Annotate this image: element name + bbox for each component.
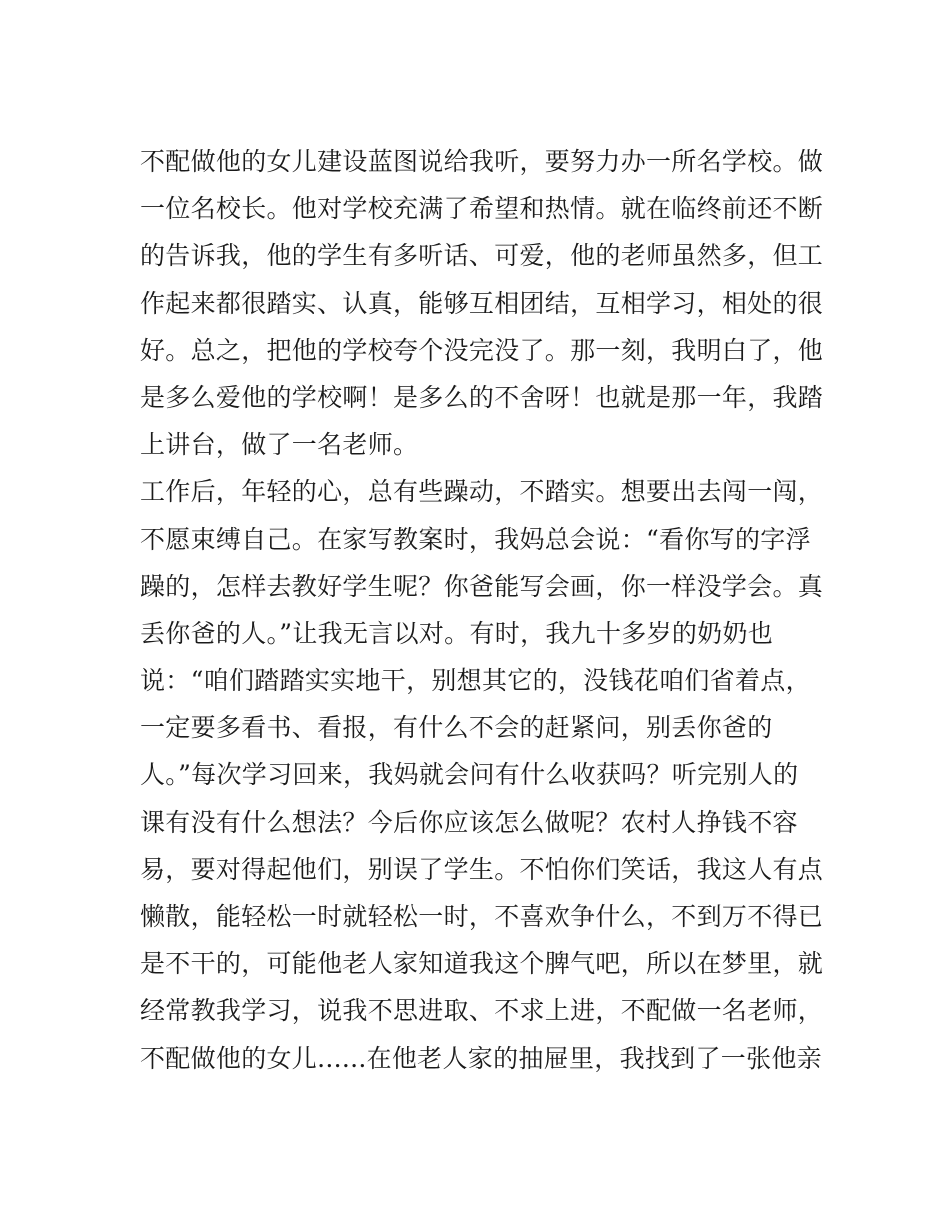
- text-line: 经常教我学习，说我不思进取、不求上进，不配做一名老师，: [140, 996, 824, 1026]
- text-line: 的告诉我，他的学生有多听话、可爱，他的老师虽然多，但工: [140, 241, 824, 271]
- text-line: 一定要多看书、看报，有什么不会的赶紧问，别丢你爸的: [140, 713, 773, 743]
- text-line: 工作后，年轻的心，总有些躁动，不踏实。想要出去闯一闯，: [140, 477, 824, 507]
- text-line: 是多么爱他的学校啊！是多么的不舍呀！也就是那一年，我踏: [140, 382, 824, 412]
- text-line: 懒散，能轻松一时就轻松一时，不喜欢争什么，不到万不得已: [140, 902, 824, 931]
- text-line: 一位名校长。他对学校充满了希望和热情。就在临终前还不断: [140, 194, 824, 224]
- text-line: 不配做他的女儿......在他老人家的抽屉里，我找到了一张他亲: [140, 1043, 822, 1073]
- text-line: 是不干的，可能他老人家知道我这个脾气吧，所以在梦里，就: [140, 949, 824, 979]
- text-line: 人。”每次学习回来，我妈就会问有什么收获吗？听完别人的: [140, 760, 799, 790]
- text-line: 作起来都很踏实、认真，能够互相团结，互相学习，相处的很: [140, 288, 824, 318]
- text-line: 不配做他的女儿建设蓝图说给我听，要努力办一所名学校。做: [140, 147, 824, 176]
- text-line: 易，要对得起他们，别误了学生。不怕你们笑话，我这人有点: [140, 854, 824, 884]
- body-text: [140, 138, 830, 1082]
- text-line: 不愿束缚自己。在家写教案时，我妈总会说：“看你写的字浮: [140, 524, 811, 554]
- text-line: 丢你爸的人。”让我无言以对。有时，我九十多岁的奶奶也: [140, 618, 774, 648]
- text-line: 好。总之，把他的学校夸个没完没了。那一刻，我明白了，他: [140, 335, 824, 365]
- text-line: 课有没有什么想法？今后你应该怎么做呢？农村人挣钱不容: [140, 807, 798, 837]
- text-line: 躁的，怎样去教好学生呢？你爸能写会画，你一样没学会。真: [140, 571, 824, 601]
- text-line: 上讲台，做了一名老师。: [140, 430, 419, 460]
- text-line: 说：“咱们踏踏实实地干，别想其它的，没钱花咱们省着点，: [140, 666, 811, 696]
